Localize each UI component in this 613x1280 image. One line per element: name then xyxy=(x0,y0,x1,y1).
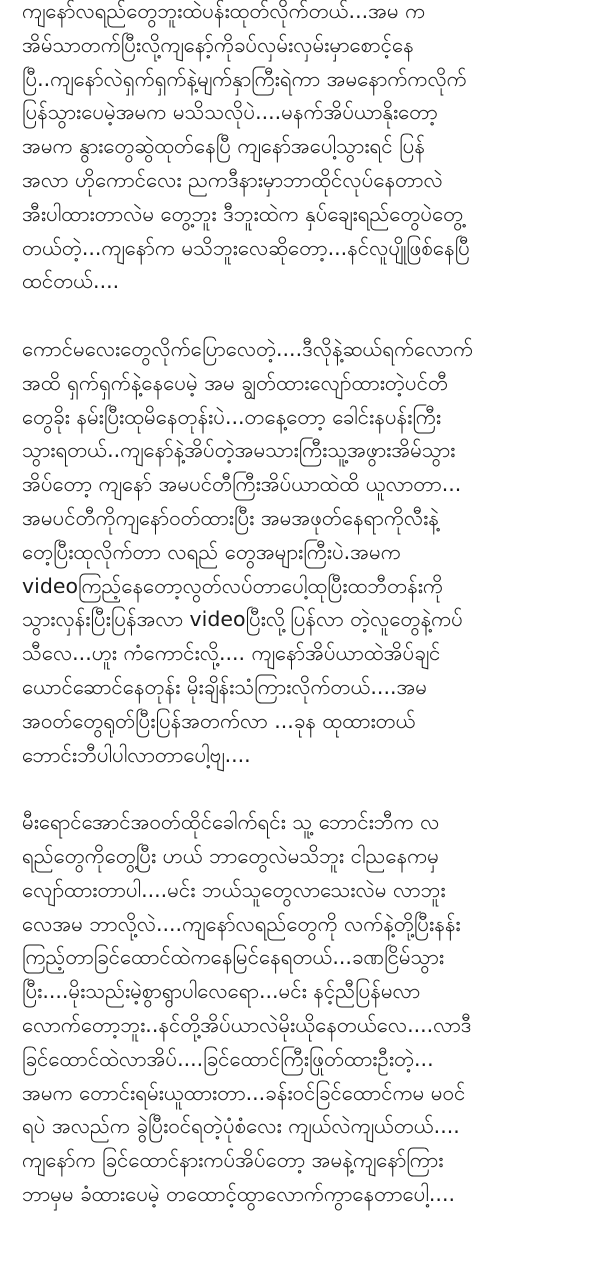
text-line: တယ်တဲ့...ကျနော်က မသိဘူးလေဆိုတော့...နင်လူပျိုဖြစ်နေပြီ xyxy=(22,235,470,260)
paragraph-gap xyxy=(22,299,593,333)
text-line: ပြီ..ကျနော်လဲရှက်ရှက်နဲ့မျက်နှာကြီးရဲကာ အမနောက်ကလိုက် xyxy=(22,66,467,91)
text-line: လောက်တော့ဘူး..နင်တို့အိပ်ယာလဲမိုးယိုနေတယ်လေ....လာဒီ xyxy=(22,1012,472,1037)
text-line: ကြည့်တာခြင်ထောင်ထဲကနေမြင်နေရတယ်...ခဏငြိမ်သွား xyxy=(22,945,445,970)
text-line: ကျနော်က ခြင်ထောင်နားကပ်အိပ်တော့ အမနဲ့ကျနော်ကြား xyxy=(22,1148,444,1173)
text-line: တေ့ပြီးထုလိုက်တာ လရည် တွေအများကြီးပဲ.အမက xyxy=(22,539,401,564)
text-line: ဘောင်းဘီပါပါလာတာပေါ့ဗျ.... xyxy=(22,742,251,767)
text-line: တွေခိုး နမ်းပြီးထုမိနေတုန်းပဲ...တနေ့တော့ ခေါင်းနပန်းကြီး xyxy=(22,404,442,429)
text-line: ပြီး....မိုးသည်းမဲ့စွာရွာပါလေရော...မင်း နင့်ညီပြန်မလာ xyxy=(22,979,421,1004)
text-line: အိမ်သာတက်ပြီးလို့ကျနော့်ကိုခပ်လှမ်းလှမ်းမှာစောင့်နေ xyxy=(22,32,414,57)
text-line: videoကြည့်နေတော့လွတ်လပ်တာပေါ့ထုပြီးထဘီတန်းကို xyxy=(22,573,443,598)
text-line: သွားလှန်းပြီးပြန်အလာ videoပြီးလို့ပြန်လာ တဲ့လူတွေနဲ့ကပ် xyxy=(22,607,463,632)
text-line: ရည်တွေကိုတွေ့ပြီး ဟယ် ဘာတွေလဲမသိဘူး ငါညနေကမှ xyxy=(22,843,439,868)
paragraph-gap xyxy=(22,772,593,806)
text-line: အိပ်တော့ ကျနော် အမပင်တီကြီးအိပ်ယာထဲထိ ယူလာတာ... xyxy=(22,472,462,497)
text-line: မီးရောင်အောင်အဝတ်ထိုင်ခေါက်ရင်း သူ့ ဘောင်းဘီက လ xyxy=(22,810,440,835)
text-line: ထင်တယ်.... xyxy=(22,269,120,294)
text-line: အထိ ရှက်ရှက်နဲ့နေပေမဲ့ အမ ချွတ်ထားလျော်ထားတဲ့ပင်တီ xyxy=(22,370,448,395)
text-line: အမက နွားတွေဆွဲထုတ်နေပြီ ကျနော်အပေါ့သွားရင် ပြန် xyxy=(22,134,425,159)
text-line: ရပဲ အလည်က ခွဲပြီးဝင်ရတဲ့ပုံစံလေး ကျယ်လဲကျယ်တယ်.... xyxy=(22,1114,460,1139)
paragraph-2 xyxy=(22,333,593,772)
text-line: ဘာမှမ ခံထားပေမဲ့ တထောင့်ထွာလောက်ကွာနေတာပေါ့.... xyxy=(22,1181,455,1206)
paragraph-1 xyxy=(22,0,593,299)
text-line: ကျနော်လရည်တွေဘူးထဲပန်းထုတ်လိုက်တယ်...အမ က xyxy=(22,0,426,23)
text-line: အီးပါထားတာလဲမ တွေ့ဘူး ဒီဘူးထဲက နှပ်ချေးရည်တွေပဲတွေ့ xyxy=(22,201,464,226)
text-line: အမပင်တီကိုကျနော်ဝတ်ထားပြီး အမအဖုတ်နေရာကိုလီးနဲ့ xyxy=(22,505,439,530)
text-line: လျော်ထားတာပါ....မင်း ဘယ်သူတွေလာသေးလဲမ လာဘူး xyxy=(22,877,446,902)
text-line: သွားရတယ်..ကျနော်နဲ့အိပ်တဲ့အမသားကြီးသူ့အဖွားအိမ်သွား xyxy=(22,438,456,463)
paragraph-3 xyxy=(22,806,593,1212)
text-line: ခြင်ထောင်ထဲလာအိပ်....ခြင်ထောင်ကြီးဖြုတ်ထားဦးတဲ့... xyxy=(22,1046,434,1071)
text-line: သီလေ...ဟူး ကံကောင်းလို့.... ကျနော်အိပ်ယာထဲအိပ်ချင် xyxy=(22,641,441,666)
text-line: လေအမ ဘာလို့လဲ....ကျနော်လရည်တွေကို လက်နဲ့တို့ပြီးနန်း xyxy=(22,911,461,936)
text-line: အလာ ဟိုကောင်လေး ညကဒီနားမှာဘာထိုင်လုပ်နေတာလဲ xyxy=(22,167,443,192)
text-line: ကောင်မလေးတွေလိုက်ပြောလေတဲ့....ဒီလိုနဲ့ဆယ်ရက်လောက် xyxy=(22,336,473,361)
text-line: အဝတ်တွေရုတ်ပြီးပြန်အတက်လာ ...ခုန ထုထားတယ် xyxy=(22,708,416,733)
text-line: ပြန်သွားပေမဲ့အမက မသိသလိုပဲ....မနက်အိပ်ယာနိုးတော့ xyxy=(22,100,438,125)
text-line: ယောင်ဆောင်နေတုန်း မိုးချိန်းသံကြားလိုက်တယ်....အမ xyxy=(22,674,428,699)
text-line: အမက တောင်းရမ်းယူထားတာ...ခန်းဝင်ခြင်ထောင်ကမ မဝင် xyxy=(22,1080,466,1105)
